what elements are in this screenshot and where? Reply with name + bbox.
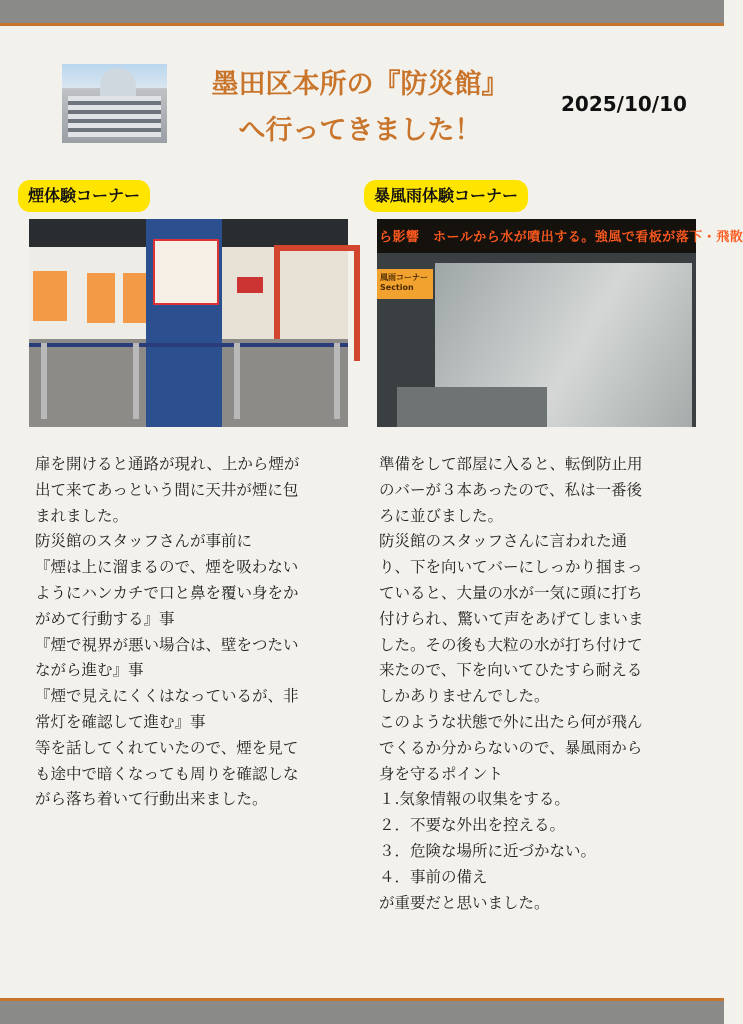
section-sign-text: 風雨コーナー Section [380, 273, 428, 292]
poster [87, 273, 115, 323]
page-title-line1: 墨田区本所の『防災館』 [211, 69, 509, 100]
storm-corner-tag: 暴風雨体験コーナー [364, 180, 528, 212]
storm-corner-text [379, 452, 697, 916]
smoke-corner-tag: 煙体験コーナー [18, 180, 150, 212]
bottom-band [0, 998, 724, 1024]
text-line: 『煙は上に溜まるので、煙を吸わない [35, 558, 299, 577]
text-line: このような状態で外に出たら何が飛ん [379, 712, 643, 731]
monitor [237, 277, 263, 293]
led-ticker-text: ら影響 ホールから水が噴出する。強風で看板が落下・飛散 [379, 230, 743, 245]
stanchion [234, 343, 240, 419]
text-line: がめて行動する』事 [35, 609, 175, 628]
visit-date: 2025/10/10 [561, 92, 687, 116]
text-line: がら落ち着いて行動出来ました。 [35, 790, 268, 809]
text-line: 出て来てあっという間に天井が煙に包 [35, 480, 299, 499]
text-line: １.気象情報の収集をする。 [379, 790, 570, 809]
stanchion [133, 343, 139, 419]
text-line: ながら進む』事 [35, 661, 144, 680]
led-ticker [377, 219, 743, 253]
text-line: 準備をして部屋に入ると、転倒防止用 [379, 455, 643, 473]
text-line: ２．不要な外出を控える。 [379, 816, 566, 835]
text-line: のバーが３本あったので、私は一番後 [379, 480, 643, 499]
text-line: 防災館のスタッフさんに言われた通 [379, 532, 628, 551]
section-sign [377, 269, 433, 299]
text-line: 『煙で視界が悪い場合は、壁をつたい [35, 635, 299, 654]
text-line: も途中で暗くなっても周りを確認しな [35, 764, 299, 783]
text-line: ていると、大量の水が一気に頭に打ち [379, 583, 643, 602]
building-tower [100, 68, 136, 98]
poster [33, 271, 67, 321]
text-line: 来たので、下を向いてひたすら耐える [379, 661, 643, 680]
text-line: 常灯を確認して進む』事 [35, 712, 206, 731]
top-band [0, 0, 724, 26]
smoke-corner-sign-icon [153, 239, 219, 305]
text-line: 『煙で見えにくくはなっているが、非 [35, 687, 299, 706]
top-accent-rule [0, 23, 724, 26]
text-line: ようにハンカチで口と鼻を覆い身をか [35, 583, 299, 602]
building-photo [62, 64, 167, 143]
text-line: ４．事前の備え [379, 867, 488, 886]
storm-corner-photo [377, 219, 743, 427]
text-line: り、下を向いてバーにしっかり掴まっ [379, 558, 643, 577]
poster [123, 273, 147, 323]
smoke-corner-text [35, 452, 351, 813]
text-line: ろに並びました。 [379, 506, 504, 525]
text-line: 防災館のスタッフさんが事前に [35, 532, 253, 551]
text-line: した。その後も大粒の水が打ち付けて [379, 635, 643, 654]
text-line: 扉を開けると通路が現れ、上から煙が [35, 455, 300, 473]
text-line: 身を守るポイント [379, 764, 504, 783]
text-line: しかありませんでした。 [379, 687, 550, 706]
text-line: でくるか分からないので、暴風雨から [379, 738, 643, 757]
stanchion [334, 343, 340, 419]
page-title-line2: へ行ってきました！ [238, 115, 482, 146]
text-line: まれました。 [35, 506, 129, 525]
text-line: ３．危険な場所に近づかない。 [379, 841, 597, 860]
text-line: 付けられ、驚いて声をあげてしまいま [379, 609, 644, 628]
stanchion [41, 343, 47, 419]
barrier-rope [29, 343, 348, 347]
smoke-corner-photo [29, 219, 348, 427]
text-line: 等を話してくれていたので、煙を見て [35, 738, 299, 757]
walkway [397, 387, 547, 427]
building-facade [68, 96, 161, 137]
bottom-accent-rule [0, 998, 724, 1001]
text-line: が重要だと思いました。 [379, 893, 550, 912]
